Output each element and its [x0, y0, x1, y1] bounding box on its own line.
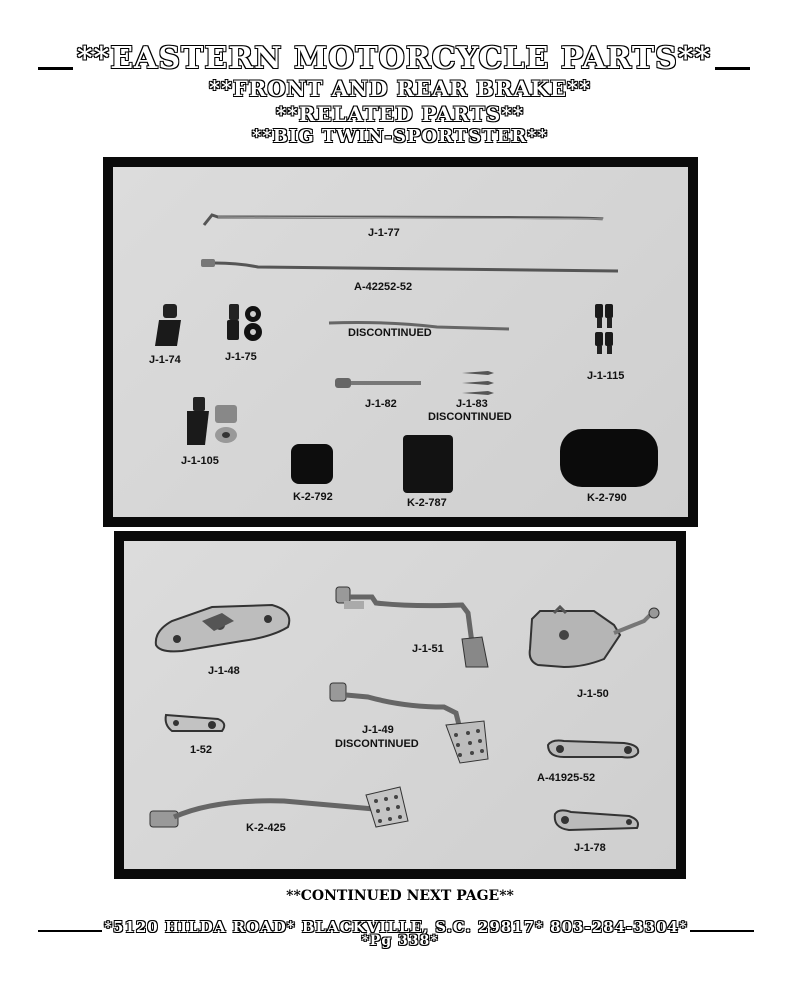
page-title: **EASTERN MOTORCYCLE PARTS**: [76, 41, 712, 76]
link-a-41925-52-image: [544, 737, 644, 763]
label-j-1-74: J-1-74: [149, 354, 181, 366]
link-1-52-image: [162, 709, 230, 739]
top-photo-background: [113, 167, 688, 517]
pad-k-2-790-image: [560, 429, 658, 487]
link-j-1-78-image: [549, 806, 644, 836]
bottom-parts-photo: [114, 531, 686, 879]
rod-a-42252-52-image: [198, 255, 623, 280]
label-j-1-49: J-1-49: [362, 724, 394, 736]
label-j-1-50: J-1-50: [577, 688, 609, 700]
label-a-41925-52: A-41925-52: [537, 772, 596, 784]
address-rule-left: [38, 930, 102, 932]
label-j-1-115: J-1-115: [587, 370, 625, 382]
label-j-1-48: J-1-48: [208, 665, 240, 677]
continued-next-page: **CONTINUED NEXT PAGE**: [286, 888, 514, 904]
title-rule-right: [715, 67, 750, 70]
pad-k-2-792-image: [291, 444, 333, 484]
title-rule-left: [38, 67, 73, 70]
label-j-1-82: J-1-82: [365, 398, 397, 410]
label-k-2-790: K-2-790: [587, 492, 627, 504]
bracket-j-1-50-image: [524, 605, 664, 683]
label-1-52: 1-52: [190, 744, 213, 756]
label-k-2-787: K-2-787: [407, 497, 447, 509]
page-number: *Pg 338*: [361, 933, 439, 949]
label-j-1-75: J-1-75: [225, 351, 257, 363]
subtitle-big-twin-sportster: **BIG TWIN-SPORTSTER**: [251, 126, 549, 147]
label-j-1-83: J-1-83: [456, 398, 488, 410]
label-j-1-77: J-1-77: [368, 227, 400, 239]
rod-j-1-77-image: [198, 205, 608, 235]
label-k-2-792: K-2-792: [293, 491, 333, 503]
address-rule-right: [690, 930, 754, 932]
subtitle-front-rear-brake: **FRONT AND REAR BRAKE**: [209, 76, 591, 101]
bottom-photo-background: [124, 541, 676, 869]
label-a-42252-52: A-42252-52: [354, 281, 413, 293]
label-j-1-83-discontinued: DISCONTINUED: [428, 411, 512, 423]
label-discontinued-rod: DISCONTINUED: [348, 327, 432, 339]
subtitle-related-parts: **RELATED PARTS**: [275, 102, 525, 126]
part-j-1-105-image: [181, 395, 251, 451]
part-j-1-74-image: [151, 302, 191, 352]
bracket-j-1-48-image: [152, 601, 297, 656]
label-j-1-105: J-1-105: [181, 455, 219, 467]
part-j-1-83-image: [458, 367, 498, 401]
label-j-1-49-discontinued: DISCONTINUED: [335, 738, 419, 750]
part-j-1-75-image: [221, 302, 276, 347]
brake-arm-j-1-51-image: [332, 583, 502, 675]
pad-k-2-787-image: [403, 435, 453, 493]
part-j-1-115-image: [591, 302, 631, 362]
brake-arm-j-1-49-image: [324, 679, 494, 769]
label-k-2-425: K-2-425: [246, 822, 286, 834]
address-text: *5120 HILDA ROAD* BLACKVILLE, S.C. 29817* 803-284-3304*: [104, 918, 688, 936]
label-j-1-51: J-1-51: [412, 643, 444, 655]
label-j-1-78: J-1-78: [574, 842, 606, 854]
part-j-1-82-image: [333, 375, 423, 391]
top-parts-photo: [103, 157, 698, 527]
page-title-row: [38, 36, 750, 76]
